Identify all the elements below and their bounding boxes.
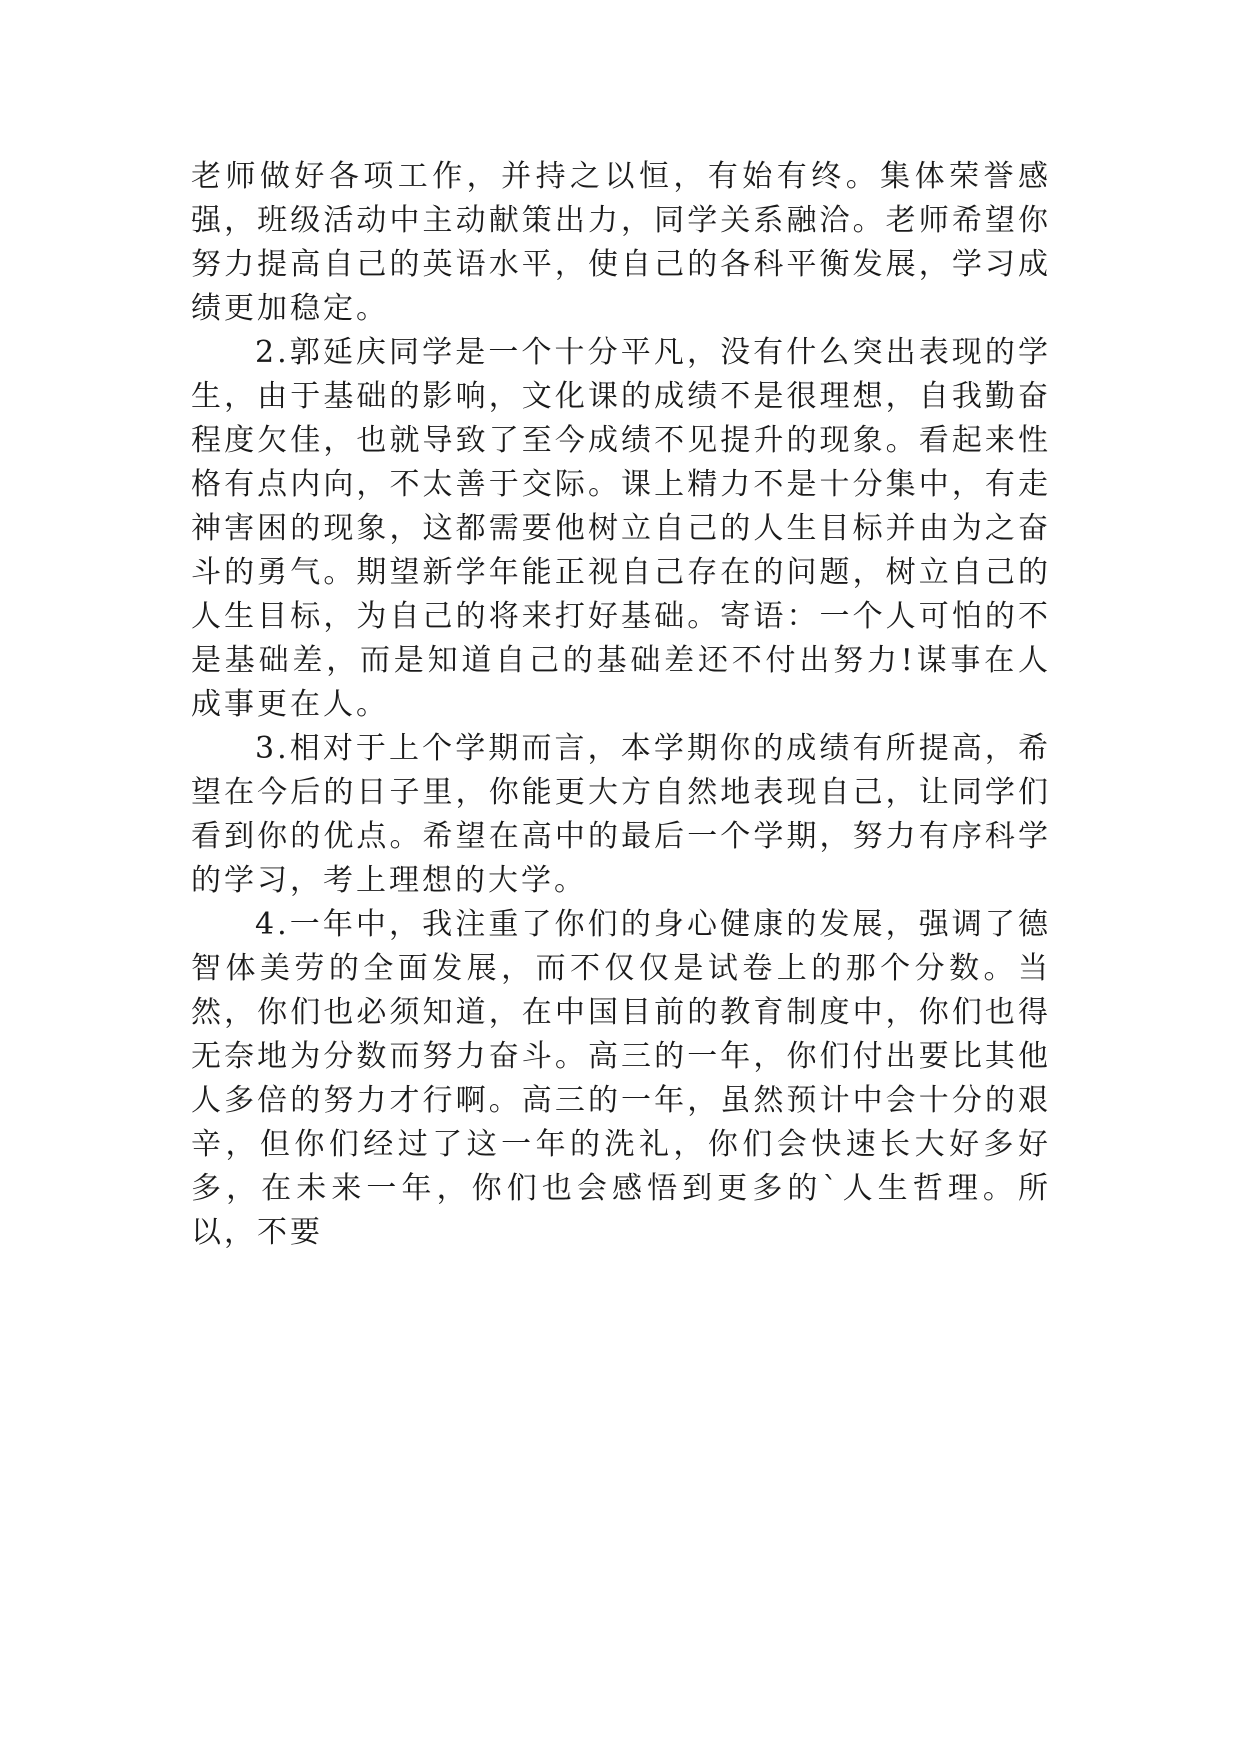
- document-page: [191, 155, 1051, 1255]
- paragraph-2: 2.郭延庆同学是一个十分平凡，没有什么突出表现的学生，由于基础的影响，文化课的成绩不是很理想，自我勤奋程度欠佳，也就导致了至今成绩不见提升的现象。看起来性格有点内向，不太善于交际。课上精力不是十分集中，有走神害困的现象，这都需要他树立自己的人生目标并由为之奋斗的勇气。期望新学年能正视自己存在的问题，树立自己的人生目标，为自己的将来打好基础。寄语：一个人可怕的不是基础差，而是知道自己的基础差还不付出努力!谋事在人成事更在人。: [191, 335, 1051, 722]
- paragraph-3: 3.相对于上个学期而言，本学期你的成绩有所提高，希望在今后的日子里，你能更大方自然地表现自己，让同学们看到你的优点。希望在高中的最后一个学期，努力有序科学的学习，考上理想的大学。: [191, 731, 1051, 898]
- paragraph-1-continuation: 老师做好各项工作，并持之以恒，有始有终。集体荣誉感强，班级活动中主动献策出力，同学关系融洽。老师希望你努力提高自己的英语水平，使自己的各科平衡发展，学习成绩更加稳定。: [191, 159, 1051, 326]
- paragraph-4: 4.一年中，我注重了你们的身心健康的发展，强调了德智体美劳的全面发展，而不仅仅是试卷上的那个分数。当然，你们也必须知道，在中国目前的教育制度中，你们也得无奈地为分数而努力奋斗。高三的一年，你们付出要比其他人多倍的努力才行啊。高三的一年，虽然预计中会十分的艰辛，但你们经过了这一年的洗礼，你们会快速长大好多好多，在未来一年，你们也会感悟到更多的`人生哲理。所以，不要: [191, 907, 1051, 1250]
